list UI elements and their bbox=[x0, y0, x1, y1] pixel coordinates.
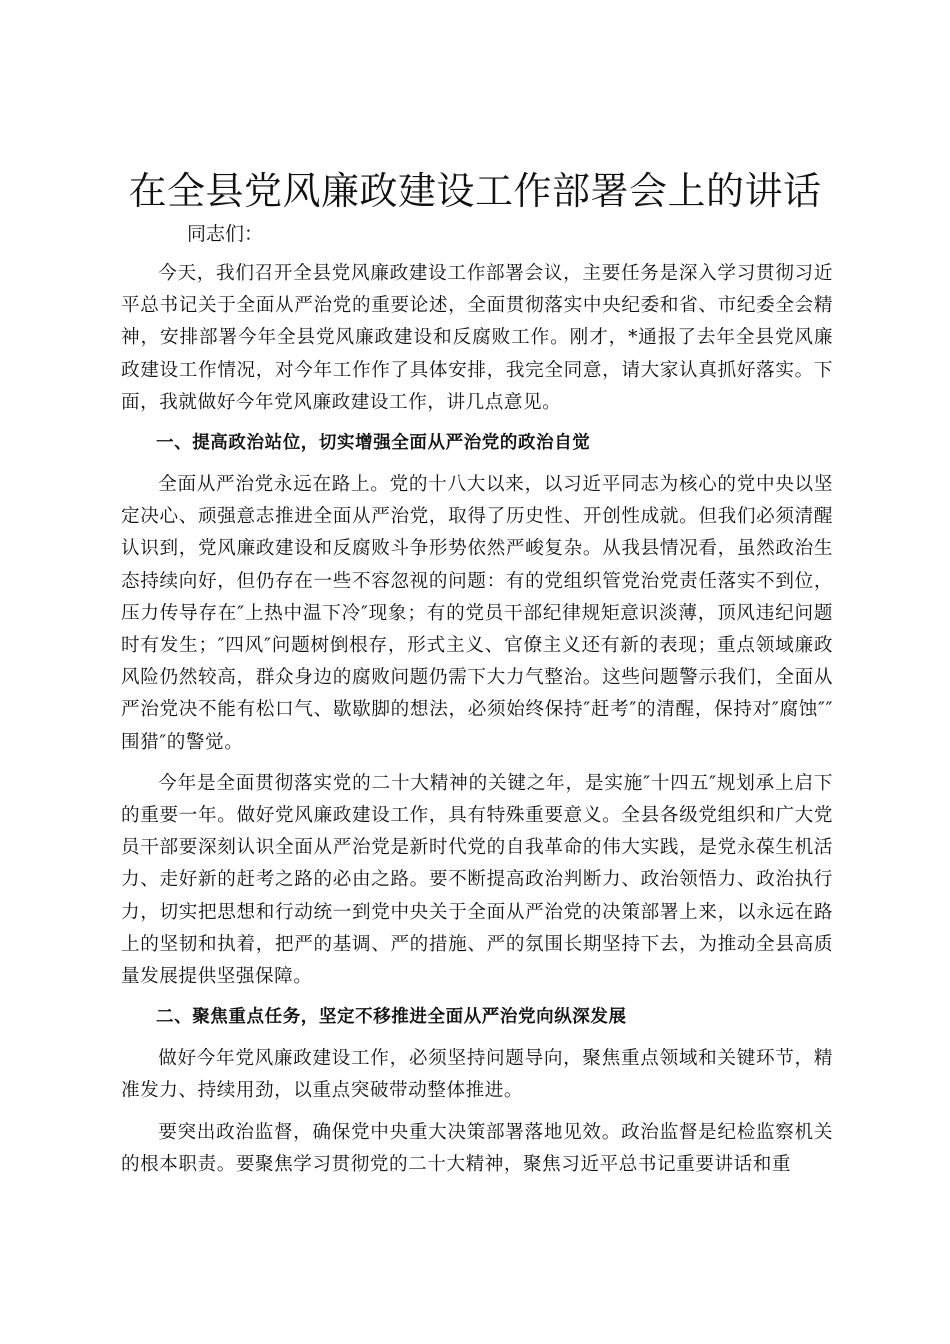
paragraph: 全面从严治党永远在路上。党的十八大以来，以习近平同志为核心的党中央以坚定决心、顽强意志推进全面从严治党，取得了历史性、开创性成就。但我们必须清醒认识到，党风廉政建设和反腐败斗争形势依然严峻复杂。从我县情况看，虽然政治生态持续向好，但仍存在一些不容忽视的问题：有的党组织管党治党责任落实不到位，压力传导存在″上热中温下冷″现象；有的党员干部纪律规矩意识淡薄，顶风违纪问题时有发生；″四风″问题树倒根存，形式主义、官僚主义还有新的表现；重点领域廉政风险仍然较高，群众身边的腐败问题仍需下大力气整治。这些问题警示我们，全面从严治党决不能有松口气、歇歇脚的想法，必须始终保持″赶考″的清醒，保持对″腐蚀″″围猎″的警觉。 bbox=[121, 474, 833, 753]
paragraph: 要突出政治监督，确保党中央重大决策部署落地见效。政治监督是纪检监察机关的根本职责。要聚焦学习贯彻党的二十大精神，聚焦习近平总书记重要讲话和重 bbox=[121, 1121, 833, 1175]
section-heading-1: 一、提高政治站位，切实增强全面从严治党的政治自觉 bbox=[156, 433, 591, 454]
salutation: 同志们： bbox=[187, 223, 264, 245]
paragraph: 做好今年党风廉政建设工作，必须坚持问题导向，聚焦重点领域和关键环节，精准发力、持续用劲，以重点突破带动整体推进。 bbox=[121, 1048, 833, 1102]
paragraph: 今年是全面贯彻落实党的二十大精神的关键之年，是实施″十四五″规划承上启下的重要一年。做好党风廉政建设工作，具有特殊重要意义。全县各级党组织和广大党员干部要深刻认识全面从严治党是新时代党的自我革命的伟大实践，是党永葆生机活力、走好新的赶考之路的必由之路。要不断提高政治判断力、政治领悟力、政治执行力，切实把思想和行动统一到党中央关于全面从严治党的决策部署上来，以永远在路上的坚韧和执着，把严的基调、严的措施、严的氛围长期坚持下去，为推动全县高质量发展提供坚强保障。 bbox=[121, 772, 833, 988]
paragraph-intro: 今天，我们召开全县党风廉政建设工作部署会议，主要任务是深入学习贯彻习近平总书记关于全面从严治党的重要论述，全面贯彻落实中央纪委和省、市纪委全会精神，安排部署今年全县党风廉政建设和反腐败工作。刚才，*通报了去年全县党风廉政建设工作情况，对今年工作作了具体安排，我完全同意，请大家认真抓好落实。下面，我就做好今年党风廉政建设工作，讲几点意见。 bbox=[121, 263, 833, 413]
document-body bbox=[121, 258, 833, 1190]
document-title: 在全县党风廉政建设工作部署会上的讲话 bbox=[128, 169, 822, 213]
section-heading-2: 二、聚焦重点任务，坚定不移推进全面从严治党向纵深发展 bbox=[156, 1007, 627, 1028]
